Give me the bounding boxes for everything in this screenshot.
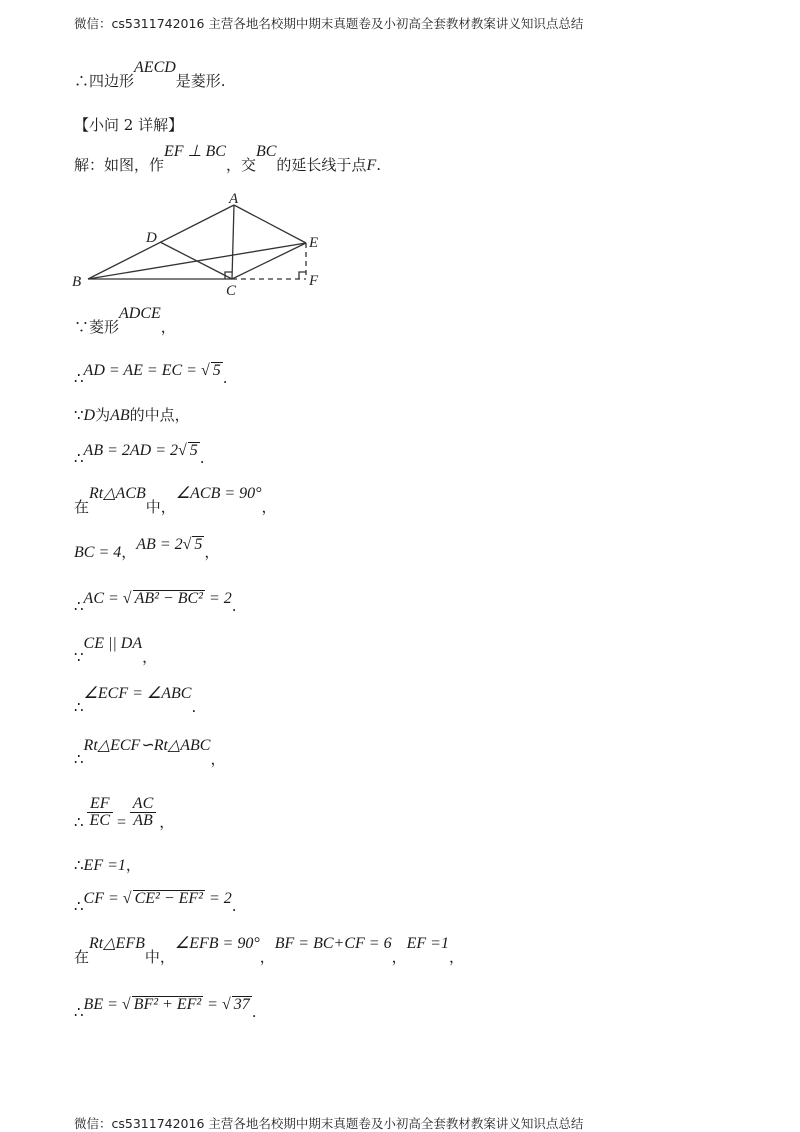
step-line — [74, 362, 228, 387]
math: EF ⊥ BC — [164, 143, 226, 160]
equals: = — [116, 813, 127, 831]
math: BC = 4 — [74, 544, 122, 561]
step-line — [74, 635, 158, 666]
math-part: AC = √ — [83, 590, 132, 607]
math-part: = √ — [207, 996, 231, 1013]
segment-DC — [160, 242, 232, 279]
text: ∴ — [74, 698, 84, 716]
label-A: A — [229, 191, 239, 207]
text: 的中点， — [129, 406, 190, 424]
text: ， — [142, 648, 158, 666]
math-part: = 2 — [208, 890, 232, 907]
radicand: CE² − EF² — [134, 890, 203, 907]
math: EF =1 — [83, 857, 126, 874]
math — [84, 590, 232, 607]
text: ， — [448, 948, 464, 966]
math: ∠ACB = 90° — [175, 485, 262, 502]
math: ∠ECF = ∠ABC — [83, 685, 192, 702]
step-line — [74, 858, 141, 874]
text: ， — [159, 812, 175, 831]
math: AECD — [134, 59, 176, 76]
denominator: EC — [89, 812, 110, 829]
text: 解：如图，作 — [74, 156, 165, 174]
step-line — [74, 796, 174, 829]
text: . — [231, 597, 237, 615]
math-part: AD = AE = EC = √ — [83, 362, 210, 379]
text: . — [191, 698, 197, 716]
text: ， — [204, 543, 220, 561]
text: 的延长线于点 — [276, 156, 367, 174]
step-line — [74, 442, 205, 467]
step-line — [74, 890, 237, 915]
math: BF = BC+CF = 6 — [274, 935, 392, 952]
label-C: C — [226, 283, 237, 296]
text: 在 — [74, 498, 90, 516]
right-angle-F — [299, 272, 306, 279]
step-line — [74, 536, 220, 561]
text: ， — [125, 856, 141, 874]
step-line — [74, 590, 237, 615]
text: ∴ — [74, 449, 84, 467]
text: ∴ — [74, 750, 84, 768]
math: BC — [255, 143, 277, 160]
fraction-ef-ec — [87, 796, 113, 829]
text: 中， — [145, 498, 176, 516]
denominator: AB — [133, 812, 153, 829]
text: ， — [261, 498, 277, 516]
step-line — [74, 485, 277, 516]
section-heading: 【小问 2 详解】 — [74, 116, 184, 134]
label-D: D — [146, 230, 157, 246]
fraction-ac-ab — [130, 796, 156, 829]
text: ， — [160, 318, 176, 336]
math: Rt△ACB — [89, 485, 146, 502]
radicand: 5 — [189, 442, 198, 459]
radicand: AB² − BC² — [134, 590, 203, 607]
text: ∵ — [74, 406, 84, 424]
geometry-figure — [68, 188, 338, 296]
text: ， — [121, 543, 137, 561]
page-header: 微信：cs5311742016 主营各地名校期中期末真题卷及小初高全套教材教案讲义知识点总结 — [74, 16, 584, 31]
text: ∵菱形 — [74, 318, 120, 336]
text: ∴ — [74, 856, 84, 874]
math: EF =1 — [406, 935, 449, 952]
radicand: 5 — [194, 536, 203, 553]
math: CE || DA — [83, 635, 143, 652]
math-part: AB = 2AD = 2√ — [83, 442, 187, 459]
text: 为 — [95, 406, 111, 424]
step-line — [74, 935, 464, 966]
text: ， — [259, 948, 275, 966]
text: 中， — [144, 948, 175, 966]
math-part: BE = √ — [83, 996, 131, 1013]
page-footer: 微信：cs5311742016 主营各地名校期中期末真题卷及小初高全套教材教案讲义知识点总结 — [74, 1116, 584, 1131]
math-part: = 2 — [208, 590, 232, 607]
math: Rt△EFB — [89, 935, 145, 952]
text: ∴ — [74, 597, 84, 615]
segment-AC — [232, 205, 234, 279]
math: AB — [110, 407, 130, 424]
text: ∴ — [74, 1003, 84, 1021]
text: ，交 — [225, 156, 256, 174]
final-answer-line — [74, 996, 257, 1021]
math — [84, 442, 200, 459]
text: . — [251, 1003, 257, 1021]
math-part: AB = 2√ — [136, 536, 192, 553]
radicand: 37 — [233, 996, 250, 1013]
math: ADCE — [119, 305, 161, 322]
radicand: 5 — [212, 362, 221, 379]
text: . — [222, 369, 228, 387]
text: ， — [210, 750, 226, 768]
math: Rt△ECF∽Rt△ABC — [83, 737, 211, 754]
math — [84, 890, 232, 907]
numerator: AC — [130, 796, 156, 813]
conclusion-line — [74, 59, 226, 90]
math-part: CF = √ — [83, 890, 132, 907]
step-line — [74, 305, 176, 336]
math — [84, 362, 223, 379]
text: ∴ — [74, 369, 84, 387]
text: ∴ — [74, 812, 84, 831]
math: F — [366, 157, 377, 174]
label-E: E — [309, 235, 319, 251]
text: . — [231, 897, 237, 915]
text: 在 — [74, 948, 90, 966]
radicand: BF² + EF² — [133, 996, 202, 1013]
solution-intro — [74, 143, 381, 174]
math — [136, 536, 204, 553]
step-line — [74, 737, 226, 768]
segment-CE — [232, 243, 306, 279]
math — [84, 996, 252, 1013]
label-B: B — [72, 274, 82, 290]
numerator: EF — [87, 796, 113, 813]
step-line — [74, 408, 190, 424]
step-line — [74, 685, 197, 716]
text: ∵ — [74, 648, 84, 666]
label-F: F — [309, 273, 319, 289]
segment-AE — [234, 205, 306, 243]
text: ∴四边形 — [74, 72, 135, 90]
text: 是菱形. — [175, 72, 226, 90]
text: . — [199, 449, 205, 467]
math: ∠EFB = 90° — [174, 935, 260, 952]
text: . — [376, 156, 381, 174]
math: D — [83, 407, 96, 424]
text: ， — [391, 948, 407, 966]
text: ∴ — [74, 897, 84, 915]
